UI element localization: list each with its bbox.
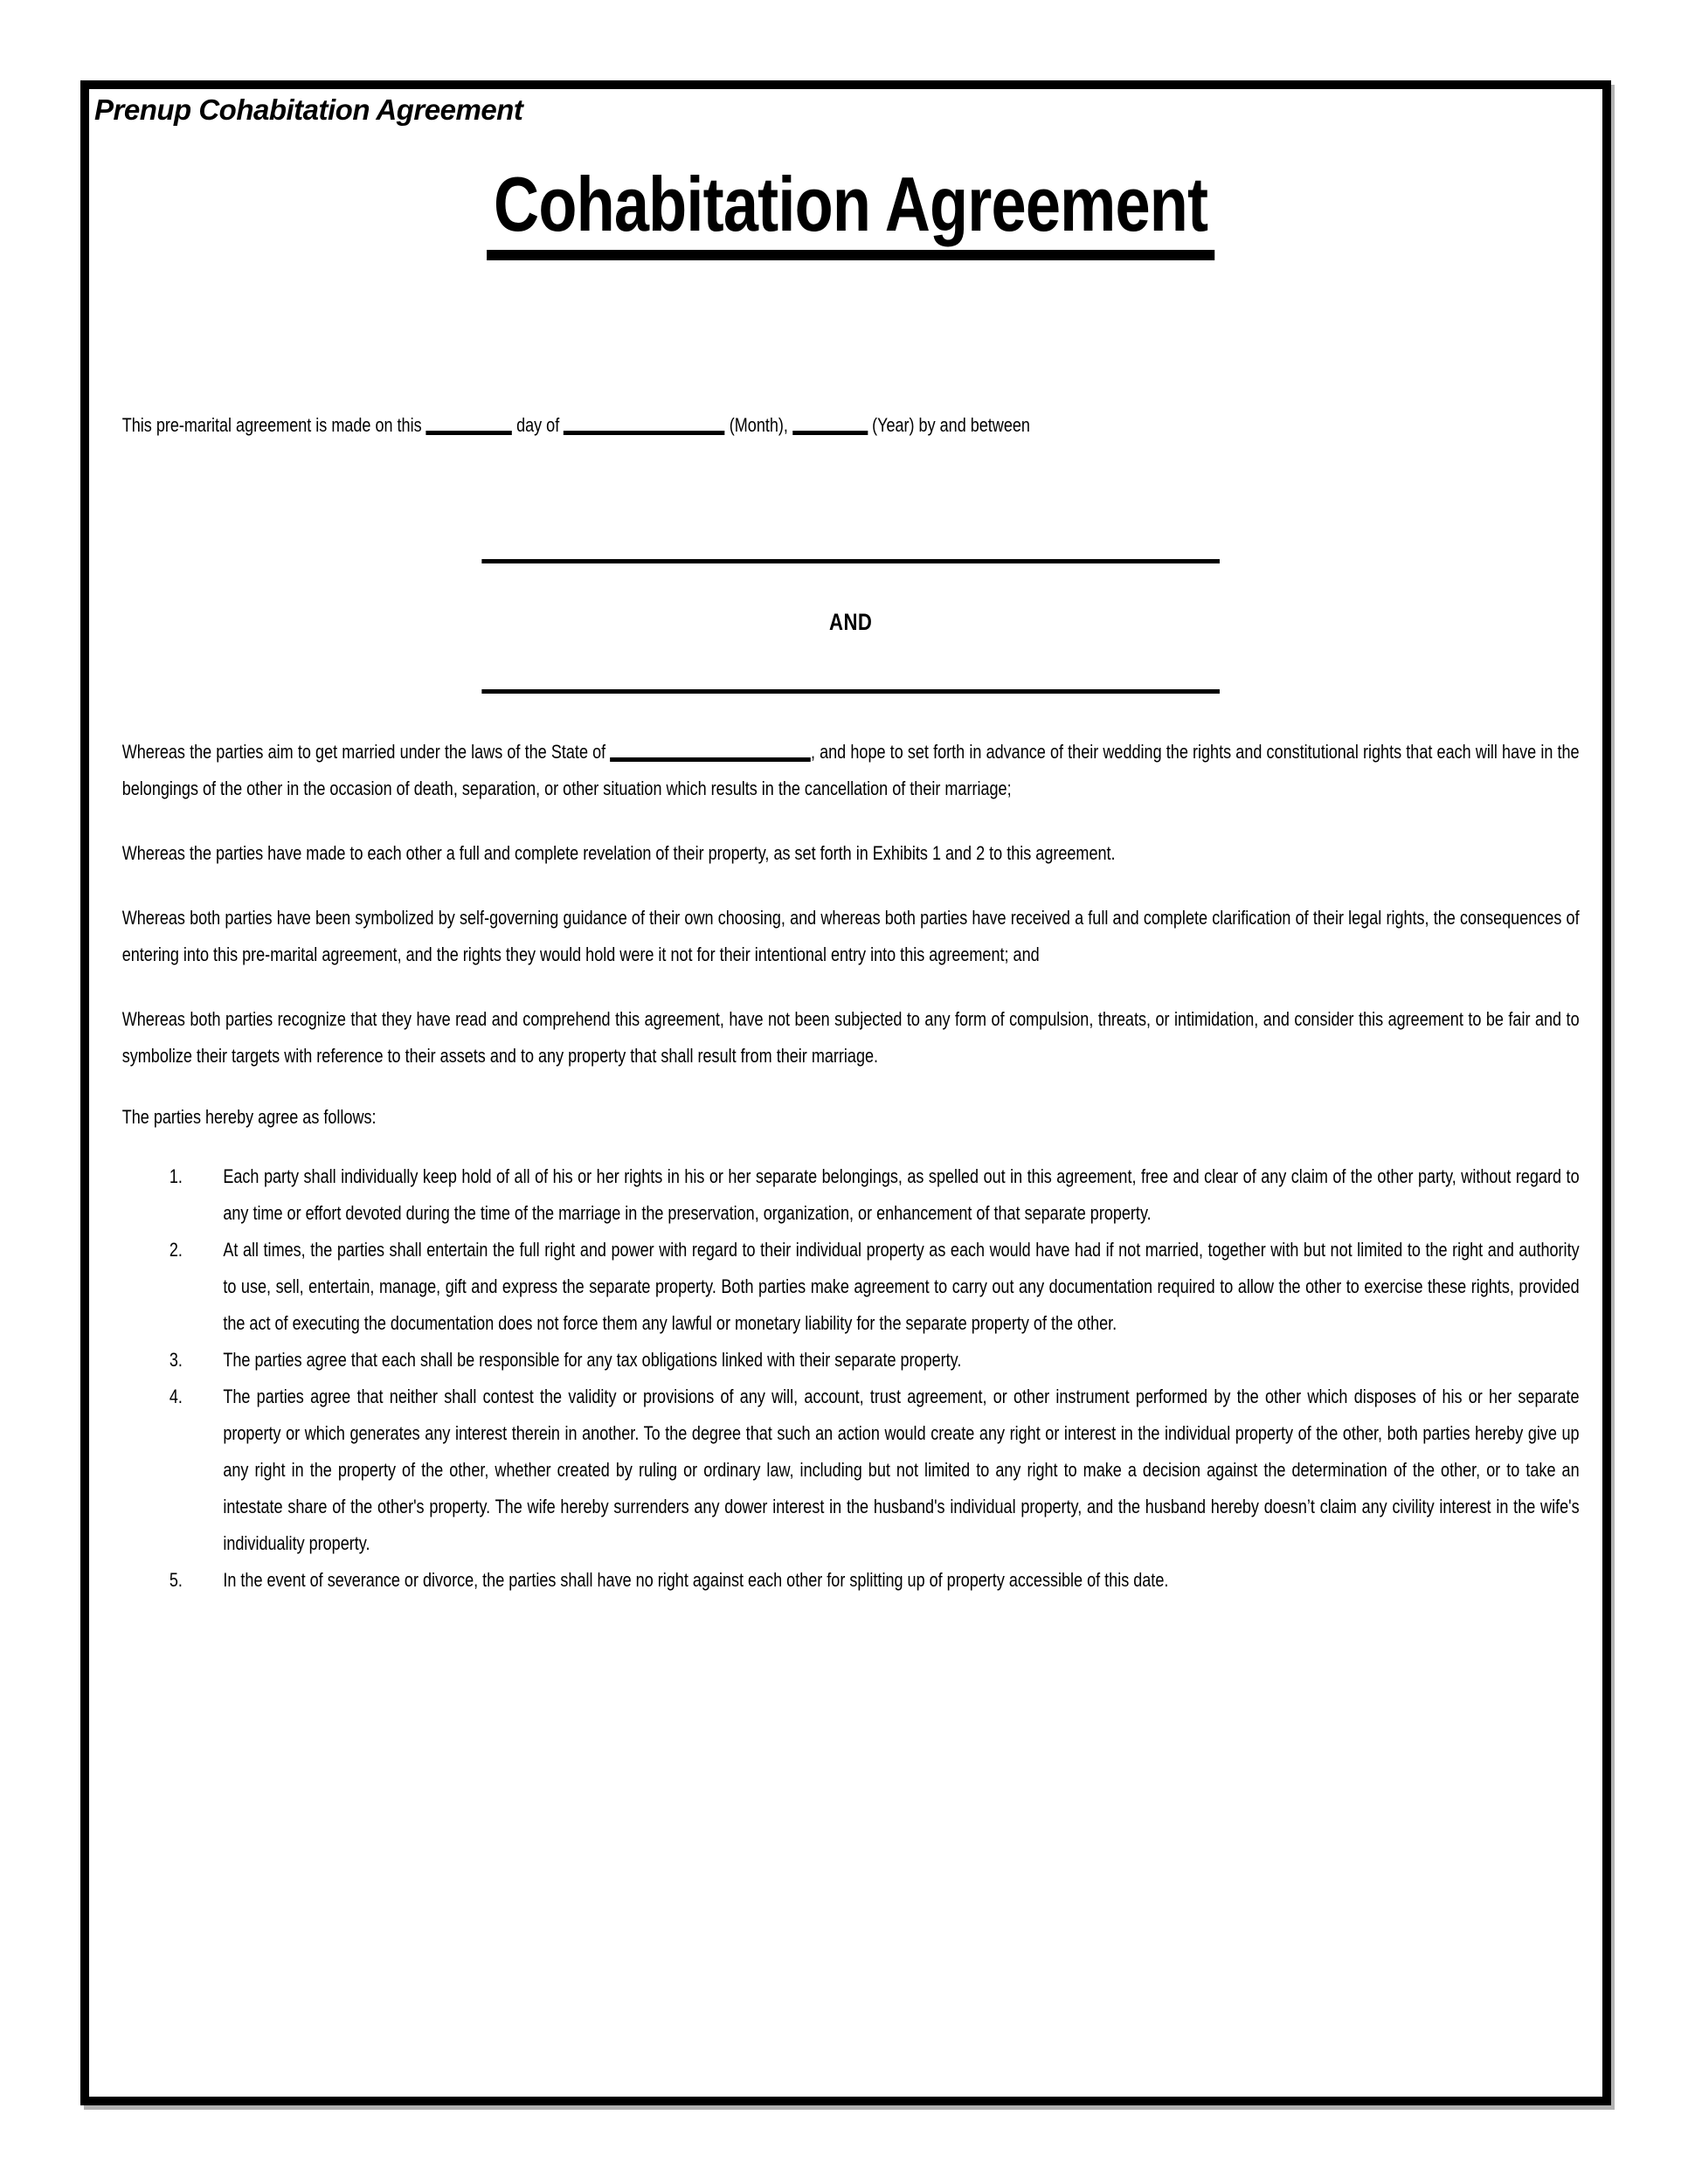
term-1-text: Each party shall individually keep hold of all of his or her rights in his or her separate belongings, as spelled out in this agreement, free and clear of any claim of the other party, without regard to any time or effort devoted during the time of the marriage in the preservation, organization, or enhancement of that separate property. [223,1165,1580,1224]
term-item-5 [122,1562,1580,1599]
intro-line [122,407,1580,444]
intro-text-4: (Year) by and between [872,414,1030,436]
document-body [89,161,1602,1599]
agreement-terms-list [122,1158,1580,1599]
whereas-clause-2: Whereas the parties have made to each other a full and complete revelation of their property, as set forth in Exhibits 1 and 2 to this agreement. [121,842,1116,864]
and-separator: AND [829,609,873,635]
party2-name-line [481,689,1220,694]
year-blank-line [792,414,868,435]
term-item-3 [122,1342,1580,1379]
whereas-clause-1 [122,734,1580,807]
term-2-number: 2. [169,1239,183,1261]
term-2-text: At all times, the parties shall entertain the full right and power with regard to their individual property as each would have had if not married, together with but not limited to the right and authority to use, sell, entertain, manage, gift and express the separate property. Both parties make agreement to carry out any documentation required to allow the other to exercise these rights, provided the act of executing the documentation does not force them any lawful or monetary liability for the separate property of the other. [223,1239,1580,1334]
term-1-number: 1. [169,1165,183,1187]
whereas-clause-1-after: , and hope to set forth in advance of their wedding the rights and constitutional rights that each will have in the belongings of the other in the occasion of death, separation, or other situation which results in the cancellation of their marriage; [121,741,1580,799]
term-5-text: In the event of severance or divorce, the parties shall have no right against each other for splitting up of property accessible of this date. [223,1569,1169,1591]
whereas-clause-4: Whereas both parties recognize that they have read and comprehend this agreement, have not been subjected to any form of compulsion, threats, or intimidation, and consider this agreement to be fair and to symbolize their targets with reference to their assets and to any property that shall result from their marriage. [121,1008,1580,1067]
term-item-2 [122,1232,1580,1342]
term-4-number: 4. [169,1386,183,1407]
state-blank-line [610,741,811,762]
day-blank-line [426,414,512,435]
page-title [122,161,1580,260]
term-3-number: 3. [169,1349,183,1371]
term-item-4 [122,1379,1580,1562]
whereas-clause-3: Whereas both parties have been symbolized by self-governing guidance of their own choosing, and whereas both parties have received a full and complete clarification of their legal rights, the consequences of entering into this pre-marital agreement, and the rights they would hold were it not for their intentional entry into this agreement; and [121,907,1580,965]
term-5-number: 5. [169,1569,183,1591]
document-frame [80,80,1611,2105]
term-item-1 [122,1158,1580,1232]
term-4-text: The parties agree that neither shall contest the validity or provisions of any will, account, trust agreement, or other instrument performed by the other which disposes of his or her separate property or which generates any interest therein in another. To the degree that such an action would create any right or interest in the individual property of the other, both parties hereby give up any right in the property of the other, whether created by ruling or ordinary law, including but not limited to any right to make a decision against the determination of the other, or to take an intestate share of the other's property. The wife hereby surrenders any dower interest in the husband's individual property, and the husband hereby doesn’t claim any civility interest in the wife's individuality property. [223,1386,1580,1554]
document-label: Prenup Cohabitation Agreement [94,93,523,126]
page-title-text: Cohabitation Agreement [487,166,1215,260]
intro-text-1: This pre-marital agreement is made on this [121,414,422,436]
party1-name-line [481,559,1220,563]
agreement-lead-in: The parties hereby agree as follows: [121,1106,377,1128]
month-blank-line [564,414,725,435]
intro-text-3: (Month), [729,414,788,436]
whereas-clause-1-before: Whereas the parties aim to get married under the laws of the State of [121,741,611,763]
intro-text-2: day of [516,414,560,436]
term-3-text: The parties agree that each shall be responsible for any tax obligations linked with their separate property. [223,1349,962,1371]
